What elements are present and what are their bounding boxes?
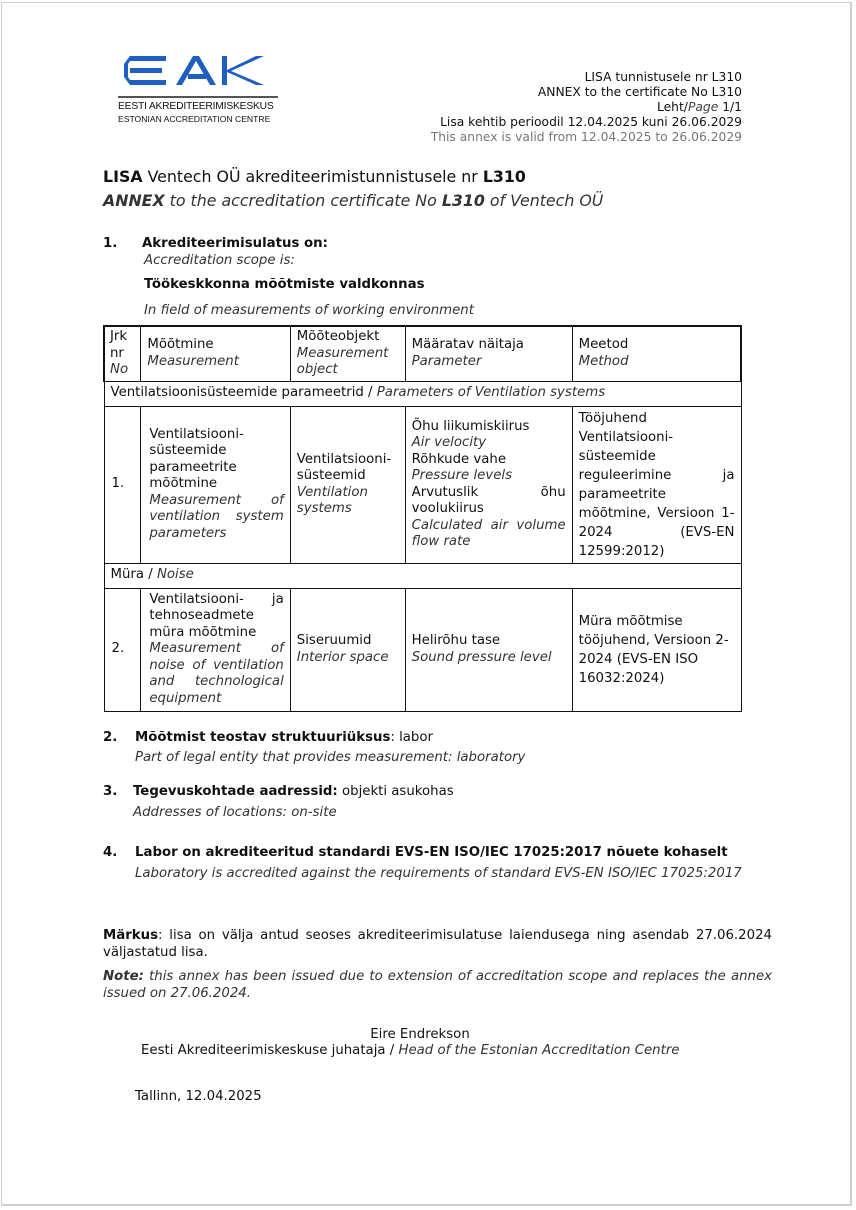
heading-text: Akrediteerimisulatus on:: [142, 236, 328, 251]
header-parameter: [405, 326, 572, 381]
header-et: Jrk nr: [110, 329, 128, 361]
logo-divider: [118, 96, 278, 98]
title-text-et: Ventech OÜ akrediteerimistunnistusele nr: [142, 167, 483, 186]
section-2-en: Part of legal entity that provides measurement: laboratory: [135, 750, 526, 765]
header-certificate-en: ANNEX to the certificate No L310: [537, 85, 742, 99]
object-et: Siseruumid: [296, 633, 372, 648]
header-method: [572, 326, 741, 381]
accreditation-scope-table: [103, 325, 742, 712]
section-4-number: [103, 845, 117, 860]
title-text-en: to the accreditation certificate No: [164, 191, 442, 210]
parameter-en-wrap: [412, 518, 566, 551]
section-1-field-et: [144, 277, 424, 292]
group-title-en: Parameters of Ventilation systems: [376, 385, 606, 401]
header-et: Määratav näitaja: [411, 337, 524, 353]
header-validity-en: This annex is valid from 12.04.2025 to 26.06.2029: [430, 130, 742, 144]
header-en: Measurement object: [296, 345, 389, 377]
parameter-et: Helirõhu tase: [411, 633, 501, 648]
header-certificate-et: LISA tunnistusele nr L310: [584, 70, 742, 84]
measurement-en: Measurement of ventilation system parameters: [149, 492, 284, 541]
parameter-en: Sound pressure level: [411, 649, 552, 665]
section-number: 1.: [103, 236, 118, 251]
header-et: Mõõteobjekt: [296, 329, 380, 344]
section-4-heading: [135, 845, 728, 860]
header-validity-et: Lisa kehtib perioodil 12.04.2025 kuni 26.06.2029: [440, 115, 742, 129]
place-date: Tallinn, 12.04.2025: [135, 1089, 262, 1104]
cell-object: [290, 406, 405, 563]
group-title-et: Ventilatsioonisüsteemide parameetrid /: [110, 385, 377, 401]
section-2-number: [103, 730, 117, 745]
logo-name-et: EESTI AKREDITEERIMISKESKUS: [118, 101, 274, 112]
parameter-et: Õhu liikumiskiirus: [411, 418, 530, 434]
group-title-et: Müra /: [110, 567, 157, 583]
cell-no: 2.: [104, 588, 141, 711]
header-measurement: [141, 326, 290, 381]
header-en: Parameter: [411, 353, 482, 369]
eak-logo-mark-icon: [118, 52, 268, 92]
header-et: Mõõtmine: [147, 337, 214, 353]
cell-parameters: [405, 588, 572, 711]
section-1-field-en: In field of measurements of working environment: [144, 303, 474, 318]
header-en: No: [110, 362, 129, 377]
header-no: [104, 326, 141, 381]
object-en: Interior space: [296, 649, 389, 665]
section-4-en: Laboratory is accredited against the requirements of standard EVS-EN ISO/IEC 17025:2017: [135, 866, 742, 881]
section-1-heading: [142, 236, 328, 251]
note-label-en: Note:: [103, 969, 144, 984]
page-label-et: Leht/: [656, 100, 688, 114]
section-number: 4.: [103, 845, 118, 860]
parameter-et: Rõhkude vahe: [411, 451, 507, 467]
heading-text: Labor on akrediteeritud standardi EVS-EN ISO/IEC 17025:2017 nõuete kohaselt: [135, 845, 728, 860]
measurement-et: Ventilatsiooni- ja tehnoseadmete müra mõõtmine: [149, 591, 284, 640]
note-et: [103, 927, 772, 961]
table-group-row: [104, 563, 741, 588]
object-et: Ventilatsiooni-süsteemid: [296, 451, 392, 483]
group-title-en: Noise: [156, 567, 194, 583]
object-en: Ventilation systems: [296, 484, 368, 516]
parameter-et: Arvutuslik õhu voolukiirus: [411, 484, 566, 516]
header-en: Method: [578, 353, 629, 369]
section-1-number: [103, 236, 117, 251]
title-cert-no: L310: [482, 167, 526, 186]
document-title-et: [103, 167, 526, 186]
header-page-number: [657, 100, 742, 115]
table-row: [104, 588, 741, 711]
document-title-en: [103, 191, 603, 210]
section-3-en: Addresses of locations: on-site: [133, 805, 337, 820]
section-3-heading: [133, 784, 454, 799]
note-text-en: this annex has been issued due to extension of accreditation scope and replaces the annex issued on 27.06.2024.: [103, 969, 772, 1001]
cell-measurement: [141, 406, 290, 563]
measurement-en: Measurement of noise of ventilation and technological equipment: [149, 641, 284, 706]
section-3-number: [103, 784, 117, 799]
page-label-en: Page: [687, 100, 719, 114]
role-et: Eesti Akrediteerimiskeskuse juhataja /: [141, 1043, 399, 1058]
title-cert-no-en: L310: [441, 191, 485, 210]
header-object: [290, 326, 405, 381]
group-title: [104, 381, 741, 406]
parameter-et-wrap: [412, 485, 566, 518]
section-1-heading-en: Accreditation scope is:: [144, 253, 295, 268]
cell-measurement: [141, 588, 290, 711]
title-lisa: LISA: [103, 167, 143, 186]
table-row: [104, 406, 741, 563]
cell-object: [290, 588, 405, 711]
page-value: 1/1: [722, 100, 742, 114]
table-header-row: [104, 326, 741, 381]
note-en: [103, 968, 772, 1002]
heading-text: Mõõtmist teostav struktuuriüksus: [135, 730, 391, 745]
field-text: Töökeskkonna mõõtmiste valdkonnas: [144, 277, 425, 292]
note-text-et: : lisa on välja antud seoses akrediteerimisulatuse laiendusega ning asendab 27.06.2024 väljastatud lisa.: [103, 928, 772, 960]
group-title: [104, 563, 741, 588]
heading-value: : labor: [390, 730, 433, 745]
header-en: Measurement: [147, 353, 239, 369]
role-en: Head of the Estonian Accreditation Centre: [398, 1043, 680, 1058]
title-text-en-2: of Ventech OÜ: [484, 191, 604, 210]
cell-method: Müra mõõtmise tööjuhend, Versioon 2-2024 (EVS-EN ISO 16032:2024): [572, 588, 741, 711]
eak-logo: [118, 52, 288, 92]
title-annex: ANNEX: [103, 191, 165, 210]
signatory-role: [141, 1043, 679, 1058]
measurement-et: Ventilatsiooni-süsteemide parameetrite mõõtmine: [149, 426, 244, 492]
heading-value: objekti asukohas: [337, 784, 454, 799]
parameter-en: Calculated air volume flow rate: [411, 517, 566, 549]
section-number: 3.: [103, 784, 118, 799]
section-2-heading: [135, 730, 433, 745]
header-et: Meetod: [578, 337, 629, 353]
table-group-row: [104, 381, 741, 406]
signatory-name: Eire Endrekson: [370, 1027, 470, 1042]
cell-parameters: [405, 406, 572, 563]
section-number: 2.: [103, 730, 118, 745]
cell-no: 1.: [104, 406, 141, 563]
parameter-en: Air velocity: [411, 435, 487, 450]
logo-name-en: ESTONIAN ACCREDITATION CENTRE: [118, 114, 271, 124]
cell-method: Tööjuhend Ventilatsiooni-süsteemide reguleerimine ja parameetrite mõõtmine, Versioon 1-2024 (EVS-EN 12599:2012): [572, 406, 741, 563]
parameter-en: Pressure levels: [411, 468, 513, 483]
heading-text: Tegevuskohtade aadressid:: [133, 784, 338, 799]
note-label-et: Märkus: [103, 928, 158, 943]
